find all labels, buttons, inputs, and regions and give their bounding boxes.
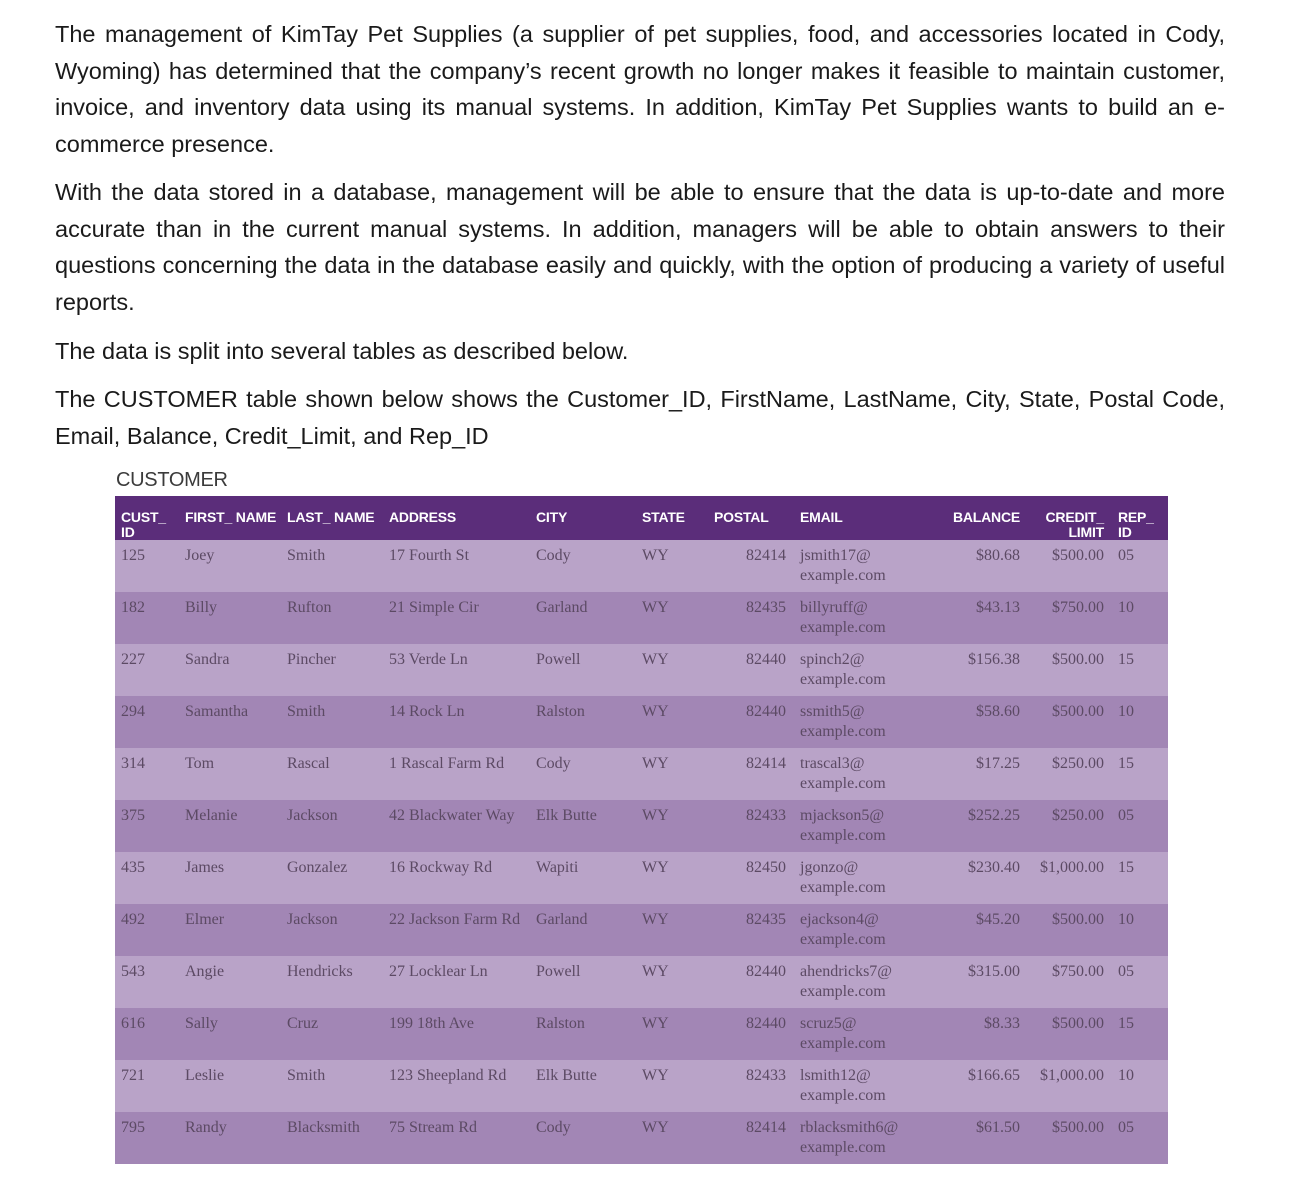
cell-state: WY [636,748,708,800]
cell-cust-id: 543 [115,956,179,1008]
cell-balance: $8.33 [932,1008,1028,1060]
cell-city: Wapiti [530,852,636,904]
cell-city: Cody [530,748,636,800]
cell-first-name: Joey [179,540,281,592]
table-row [115,956,1168,1008]
cell-postal: 82433 [708,800,794,852]
cell-cust-id: 435 [115,852,179,904]
cell-state: WY [636,644,708,696]
cell-cust-id: 492 [115,904,179,956]
cell-credit-limit: $500.00 [1028,1008,1112,1060]
cell-balance: $43.13 [932,592,1028,644]
cell-balance: $45.20 [932,904,1028,956]
cell-credit-limit: $1,000.00 [1028,1060,1112,1112]
cell-cust-id: 721 [115,1060,179,1112]
cell-postal: 82435 [708,904,794,956]
cell-credit-limit: $750.00 [1028,592,1112,644]
cell-first-name: Angie [179,956,281,1008]
cell-first-name: Tom [179,748,281,800]
table-row [115,1060,1168,1112]
cell-cust-id: 795 [115,1112,179,1164]
cell-first-name: Leslie [179,1060,281,1112]
table-row [115,540,1168,592]
table-header-row [115,496,1168,540]
header-first-name: FIRST_ NAME [179,496,281,540]
cell-state: WY [636,904,708,956]
cell-state: WY [636,1060,708,1112]
cell-first-name: Sandra [179,644,281,696]
cell-balance: $61.50 [932,1112,1028,1164]
customer-table-description: The CUSTOMER table shown below shows the Customer_ID, FirstName, LastName, City, State, Postal Code, Email, Balance, Credit_Limit, and Rep_ID [55,386,1225,449]
cell-credit-limit: $250.00 [1028,800,1112,852]
cell-email: ahendricks7@ example.com [794,956,932,1008]
cell-state: WY [636,540,708,592]
cell-rep-id: 05 [1112,540,1168,592]
cell-balance: $156.38 [932,644,1028,696]
cell-address: 21 Simple Cir [383,592,530,644]
cell-rep-id: 05 [1112,956,1168,1008]
customer-table [115,496,1168,1164]
cell-last-name: Blacksmith [281,1112,383,1164]
cell-last-name: Jackson [281,800,383,852]
cell-city: Garland [530,592,636,644]
cell-postal: 82414 [708,748,794,800]
cell-cust-id: 314 [115,748,179,800]
cell-postal: 82440 [708,644,794,696]
cell-city: Cody [530,540,636,592]
cell-postal: 82440 [708,956,794,1008]
cell-balance: $58.60 [932,696,1028,748]
cell-state: WY [636,592,708,644]
cell-balance: $80.68 [932,540,1028,592]
cell-first-name: Randy [179,1112,281,1164]
cell-credit-limit: $500.00 [1028,1112,1112,1164]
table-row [115,644,1168,696]
cell-credit-limit: $1,000.00 [1028,852,1112,904]
table-row [115,904,1168,956]
header-cust-id: CUST_ ID [115,496,179,540]
cell-postal: 82435 [708,592,794,644]
cell-rep-id: 05 [1112,1112,1168,1164]
cell-first-name: Sally [179,1008,281,1060]
cell-state: WY [636,956,708,1008]
cell-address: 14 Rock Ln [383,696,530,748]
cell-email: ejackson4@ example.com [794,904,932,956]
cell-email: trascal3@ example.com [794,748,932,800]
cell-cust-id: 616 [115,1008,179,1060]
cell-city: Ralston [530,1008,636,1060]
cell-state: WY [636,1008,708,1060]
cell-postal: 82440 [708,696,794,748]
cell-last-name: Pincher [281,644,383,696]
tables-intro-paragraph: The data is split into several tables as described below. [55,338,629,364]
cell-postal: 82414 [708,1112,794,1164]
cell-state: WY [636,696,708,748]
cell-last-name: Smith [281,696,383,748]
cell-balance: $17.25 [932,748,1028,800]
table-row [115,748,1168,800]
header-state: STATE [636,496,708,540]
cell-first-name: James [179,852,281,904]
table-row [115,1112,1168,1164]
cell-email: jsmith17@ example.com [794,540,932,592]
header-balance: BALANCE [932,496,1028,540]
header-email: EMAIL [794,496,932,540]
database-benefits-paragraph: With the data stored in a database, management will be able to ensure that the data is up-to-date and more accurate than in the current manual systems. In addition, managers will be able to obtain answers to their questions concerning the data in the database easily and quickly, with the option of producing a variety of useful reports. [55,179,1225,315]
cell-credit-limit: $500.00 [1028,644,1112,696]
table-row [115,696,1168,748]
cell-city: Elk Butte [530,800,636,852]
cell-city: Powell [530,956,636,1008]
header-credit-limit: CREDIT_ LIMIT [1028,496,1112,540]
cell-balance: $166.65 [932,1060,1028,1112]
cell-credit-limit: $500.00 [1028,904,1112,956]
cell-address: 53 Verde Ln [383,644,530,696]
cell-last-name: Smith [281,540,383,592]
cell-rep-id: 15 [1112,852,1168,904]
cell-credit-limit: $500.00 [1028,540,1112,592]
cell-balance: $315.00 [932,956,1028,1008]
cell-rep-id: 05 [1112,800,1168,852]
cell-city: Garland [530,904,636,956]
cell-city: Cody [530,1112,636,1164]
cell-rep-id: 10 [1112,696,1168,748]
cell-first-name: Melanie [179,800,281,852]
cell-address: 22 Jackson Farm Rd [383,904,530,956]
cell-state: WY [636,800,708,852]
cell-address: 75 Stream Rd [383,1112,530,1164]
cell-cust-id: 125 [115,540,179,592]
table-caption: CUSTOMER [116,469,228,491]
cell-last-name: Smith [281,1060,383,1112]
cell-city: Ralston [530,696,636,748]
cell-address: 16 Rockway Rd [383,852,530,904]
cell-postal: 82433 [708,1060,794,1112]
cell-rep-id: 15 [1112,1008,1168,1060]
cell-last-name: Rascal [281,748,383,800]
cell-last-name: Gonzalez [281,852,383,904]
cell-first-name: Samantha [179,696,281,748]
cell-address: 42 Blackwater Way [383,800,530,852]
header-address: ADDRESS [383,496,530,540]
cell-address: 27 Locklear Ln [383,956,530,1008]
cell-last-name: Hendricks [281,956,383,1008]
cell-email: mjackson5@ example.com [794,800,932,852]
cell-address: 123 Sheepland Rd [383,1060,530,1112]
cell-last-name: Jackson [281,904,383,956]
cell-credit-limit: $500.00 [1028,696,1112,748]
cell-balance: $230.40 [932,852,1028,904]
cell-email: jgonzo@ example.com [794,852,932,904]
cell-rep-id: 10 [1112,1060,1168,1112]
header-city: CITY [530,496,636,540]
cell-city: Elk Butte [530,1060,636,1112]
cell-cust-id: 375 [115,800,179,852]
header-last-name: LAST_ NAME [281,496,383,540]
table-row [115,852,1168,904]
header-postal: POSTAL [708,496,794,540]
cell-email: rblacksmith6@ example.com [794,1112,932,1164]
header-rep-id: REP_ ID [1112,496,1168,540]
cell-postal: 82414 [708,540,794,592]
cell-cust-id: 182 [115,592,179,644]
cell-email: scruz5@ example.com [794,1008,932,1060]
cell-first-name: Elmer [179,904,281,956]
cell-state: WY [636,1112,708,1164]
cell-postal: 82450 [708,852,794,904]
cell-rep-id: 15 [1112,644,1168,696]
cell-email: ssmith5@ example.com [794,696,932,748]
cell-email: spinch2@ example.com [794,644,932,696]
cell-balance: $252.25 [932,800,1028,852]
cell-last-name: Rufton [281,592,383,644]
cell-last-name: Cruz [281,1008,383,1060]
cell-first-name: Billy [179,592,281,644]
cell-address: 17 Fourth St [383,540,530,592]
cell-credit-limit: $250.00 [1028,748,1112,800]
intro-paragraph: The management of KimTay Pet Supplies (a supplier of pet supplies, food, and accessories located in Cody, Wyoming) has determined that the company’s recent growth no longer makes it feasible to maintain customer, invoice, and inventory data using its manual systems. In addition, KimTay Pet Supplies wants to build an e-commerce presence. [55,21,1225,157]
cell-cust-id: 227 [115,644,179,696]
cell-credit-limit: $750.00 [1028,956,1112,1008]
cell-address: 1 Rascal Farm Rd [383,748,530,800]
cell-email: lsmith12@ example.com [794,1060,932,1112]
cell-rep-id: 10 [1112,592,1168,644]
cell-rep-id: 15 [1112,748,1168,800]
table-row [115,592,1168,644]
cell-postal: 82440 [708,1008,794,1060]
cell-cust-id: 294 [115,696,179,748]
cell-state: WY [636,852,708,904]
cell-city: Powell [530,644,636,696]
cell-email: billyruff@ example.com [794,592,932,644]
cell-address: 199 18th Ave [383,1008,530,1060]
cell-rep-id: 10 [1112,904,1168,956]
table-row [115,800,1168,852]
table-row [115,1008,1168,1060]
